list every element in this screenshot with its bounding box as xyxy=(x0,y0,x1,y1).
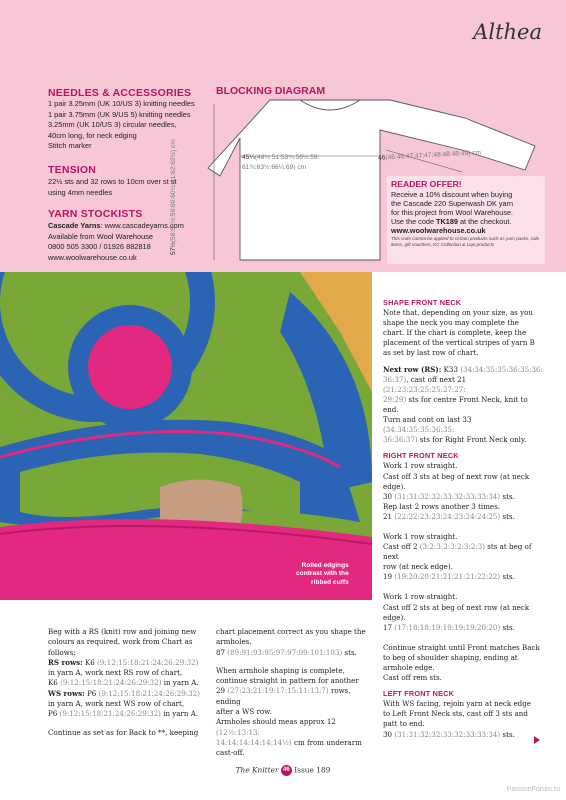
bottom-middle-column: chart placement correct as you shape the armholes. 87 (89:91:93:95:97:97:99:101:103) sts. When armhole shaping is complete, continue straight in pattern for another 29 (27:23:21:19:17:15:11:13:7) rows, ending after a WS row. Armholes should meas approx 12 (12½:13:13: 14:14:14:14:14:14½) cm from underarm cast-off. xyxy=(216,627,366,758)
page-title: Althea xyxy=(473,20,542,44)
magazine-name: The Knitter xyxy=(235,765,279,775)
stockists-text xyxy=(48,221,184,263)
page-number: 46 xyxy=(281,765,292,776)
tension-text xyxy=(48,177,177,198)
offer-small-print: This code cannot be applied to certain products such as yarn packs, sale items, gift vouchers, KC Collection & Lopi products xyxy=(391,236,540,247)
offer-heading: READER OFFER! xyxy=(391,179,462,189)
reader-offer-box xyxy=(387,176,545,264)
blocking-diagram-heading: BLOCKING DIAGRAM xyxy=(216,85,326,97)
offer-code: TK189 xyxy=(436,217,458,226)
offer-text: Receive a 10% discount when buying the Cascade 220 Superwash DK yarn for this project from Wool Warehouse. Use the code TK189 at the checkout. www.woolwarehouse.co.uk xyxy=(391,190,541,235)
stockist-brand-url[interactable]: : www.cascadeyarns.com xyxy=(100,221,184,230)
continue-arrow-icon xyxy=(534,736,540,744)
page-footer xyxy=(0,765,566,776)
stockist-line: 0800 505 3300 / 01926 882818 xyxy=(48,242,151,252)
stockist-link[interactable]: www.woolwarehouse.co.uk xyxy=(48,252,137,262)
shape-front-neck-heading: SHAPE FRONT NECK xyxy=(383,298,462,307)
tension-line: 22½ sts and 32 rows to 10cm over st st xyxy=(48,177,177,186)
width-measure-1: 45¼(48½:51:53¾:56½:59: xyxy=(242,154,320,161)
width-measure-2: 61¾:63½:66¼:69) cm xyxy=(242,164,307,171)
watermark: PassionForum.ru xyxy=(506,786,560,793)
sweater-photo xyxy=(0,272,372,600)
tension-line: using 4mm needles xyxy=(48,187,113,197)
needles-line: Stitch marker xyxy=(48,141,92,151)
photo-caption: Rolled edgings contrast with the ribbed cuffs xyxy=(296,562,349,586)
right-front-neck-heading: RIGHT FRONT NECK xyxy=(383,451,459,461)
stockist-line: Available from Wool Warehouse xyxy=(48,231,154,241)
right-column: SHAPE FRONT NECK Note that, depending on your size, as you shape the neck you may complete the chart. If the chart is complete, keep the placement of the vertical stripes of yarn B as set by last row of chart. Next row (RS): K33 (34:34:35:35:36:35:36: 36:37), cast off next 21 (21:23:23:25:25:27:27: 29:29) sts for centre Front Neck, knit to end. Turn and cont on last 33 (34:34:35:35:36:35: 36:36:37) sts for Right Front Neck only. RIGHT FRONT NECK Work 1 row straight. Cast off 3 sts at beg of next row (at neck edge). 30 (31:31:32:32:33:32:33:33:34) sts. Rep last 2 rows another 3 times. 21 (22:22:23:23:24:23:24:24:25) sts. Work 1 row straight. Cast off 2 (3:2:3:2:3:2:3:2:3) sts at beg of next row (at neck edge). 19 (19:20:20:21:21:21:21:22:22) sts. Work 1 row straight. Cast off 2 sts at beg of next row (at neck edge). 17 (17:18:18:19:19:19:19:20:20) sts. Continue straight until Front matches Back to beg of shoulder shaping, ending at armhole edge. Cast off rem sts. LEFT FRONT NECK With WS facing, rejoin yarn at neck edge to Left Front Neck sts, cast off 3 sts and patt to end. 30 (31:31:32:32:33:32:33:33:34) sts. xyxy=(383,298,543,739)
sleeve-measure: 46(46:46:47:47:47:48:48:48:49) cm xyxy=(377,149,482,162)
tension-heading: TENSION xyxy=(48,164,97,176)
needles-heading: NEEDLES & ACCESSORIES xyxy=(48,87,192,99)
needles-line: 40cm long, for neck edging xyxy=(48,130,137,140)
length-measure: 57½(58:58½:59:60:60½:61:62:62½) cm xyxy=(170,139,177,255)
needles-line: 1 pair 3.75mm (UK 9/US 5) knitting needles xyxy=(48,109,191,119)
needles-line: 1 pair 3.25mm (UK 10/US 3) knitting needles xyxy=(48,99,195,108)
stockists-heading: YARN STOCKISTS xyxy=(48,208,143,220)
left-front-neck-heading: LEFT FRONT NECK xyxy=(383,689,455,699)
offer-url[interactable]: www.woolwarehouse.co.uk xyxy=(391,226,486,235)
issue-number: Issue 189 xyxy=(294,765,331,775)
needles-line: 3.25mm (UK 10/US 3) circular needles, xyxy=(48,120,177,130)
sweater-illustration xyxy=(0,272,372,600)
bottom-left-column: Beg with a RS (knit) row and joining new colours as required, work from Chart as follows: RS rows: K6 (9:12:15:18:21:24:26:29:32) in yarn A, work next RS row of chart, K6 (9:12:15:18:21:24:26:29:32) in yarn A. WS rows: P6 (9:12:15:18:21:24:26:29:32) in yarn A, work next WS row of chart, P6 (9:12:15:18:21:24:26:29:32) in yarn A. Continue as set as for Back to **, keeping xyxy=(48,627,200,737)
stockist-brand: Cascade Yarns xyxy=(48,221,101,230)
